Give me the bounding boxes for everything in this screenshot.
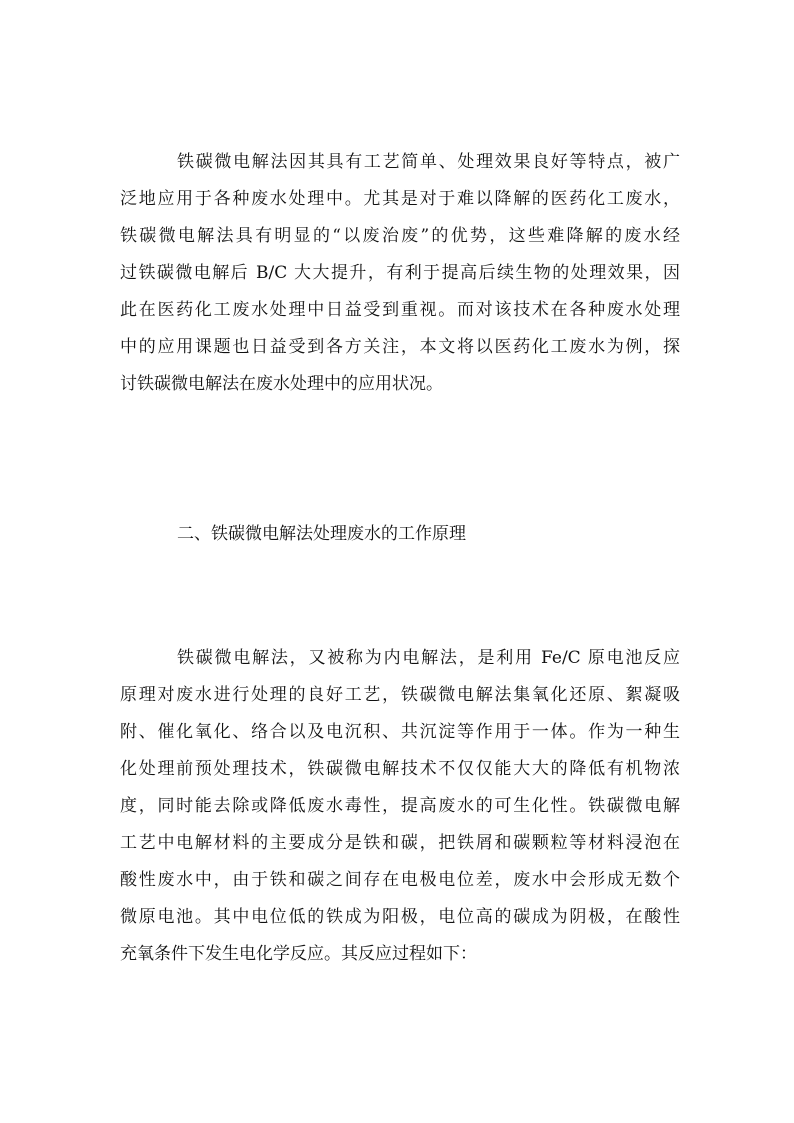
paragraph-line: 附、催化氧化、络合以及电沉积、共沉淀等作用于一体。作为一种生 [120,722,680,742]
paragraph-line: 工艺中电解材料的主要成分是铁和碳，把铁屑和碳颗粒等材料浸泡在 [120,833,680,853]
paragraph-line: 微原电池。其中电位低的铁成为阳极，电位高的碳成为阴极，在酸性 [120,907,680,927]
paragraph-line: 酸性废水中，由于铁和碳之间存在电极电位差，废水中会形成无数个 [120,870,680,890]
section-heading: 二、铁碳微电解法处理废水的工作原理 [177,524,466,544]
paragraph-line: 过铁碳微电解后 B/C 大大提升，有利于提高后续生物的处理效果，因 [120,263,680,283]
paragraph-line: 此在医药化工废水处理中日益受到重视。而对该技术在各种废水处理 [120,300,680,320]
paragraph-line: 度，同时能去除或降低废水毒性，提高废水的可生化性。铁碳微电解 [120,796,680,816]
paragraph-line: 铁碳微电解法因其具有工艺简单、处理效果良好等特点，被广 [177,152,680,172]
paragraph-line: 中的应用课题也日益受到各方关注，本文将以医药化工废水为例，探 [120,337,680,357]
paragraph-line: 原理对废水进行处理的良好工艺，铁碳微电解法集氧化还原、絮凝吸 [120,685,680,705]
paragraph-line: 充氧条件下发生电化学反应。其反应过程如下： [120,944,477,964]
paragraph-line: 泛地应用于各种废水处理中。尤其是对于难以降解的医药化工废水， [120,189,680,209]
paragraph-line: 铁碳微电解法，又被称为内电解法，是利用 Fe/C 原电池反应 [177,648,680,668]
paragraph-line: 化处理前预处理技术，铁碳微电解技术不仅仅能大大的降低有机物浓 [120,759,680,779]
paragraph-line: 讨铁碳微电解法在废水处理中的应用状况。 [120,374,443,394]
paragraph-line: 铁碳微电解法具有明显的“以废治废”的优势，这些难降解的废水经 [120,226,680,246]
